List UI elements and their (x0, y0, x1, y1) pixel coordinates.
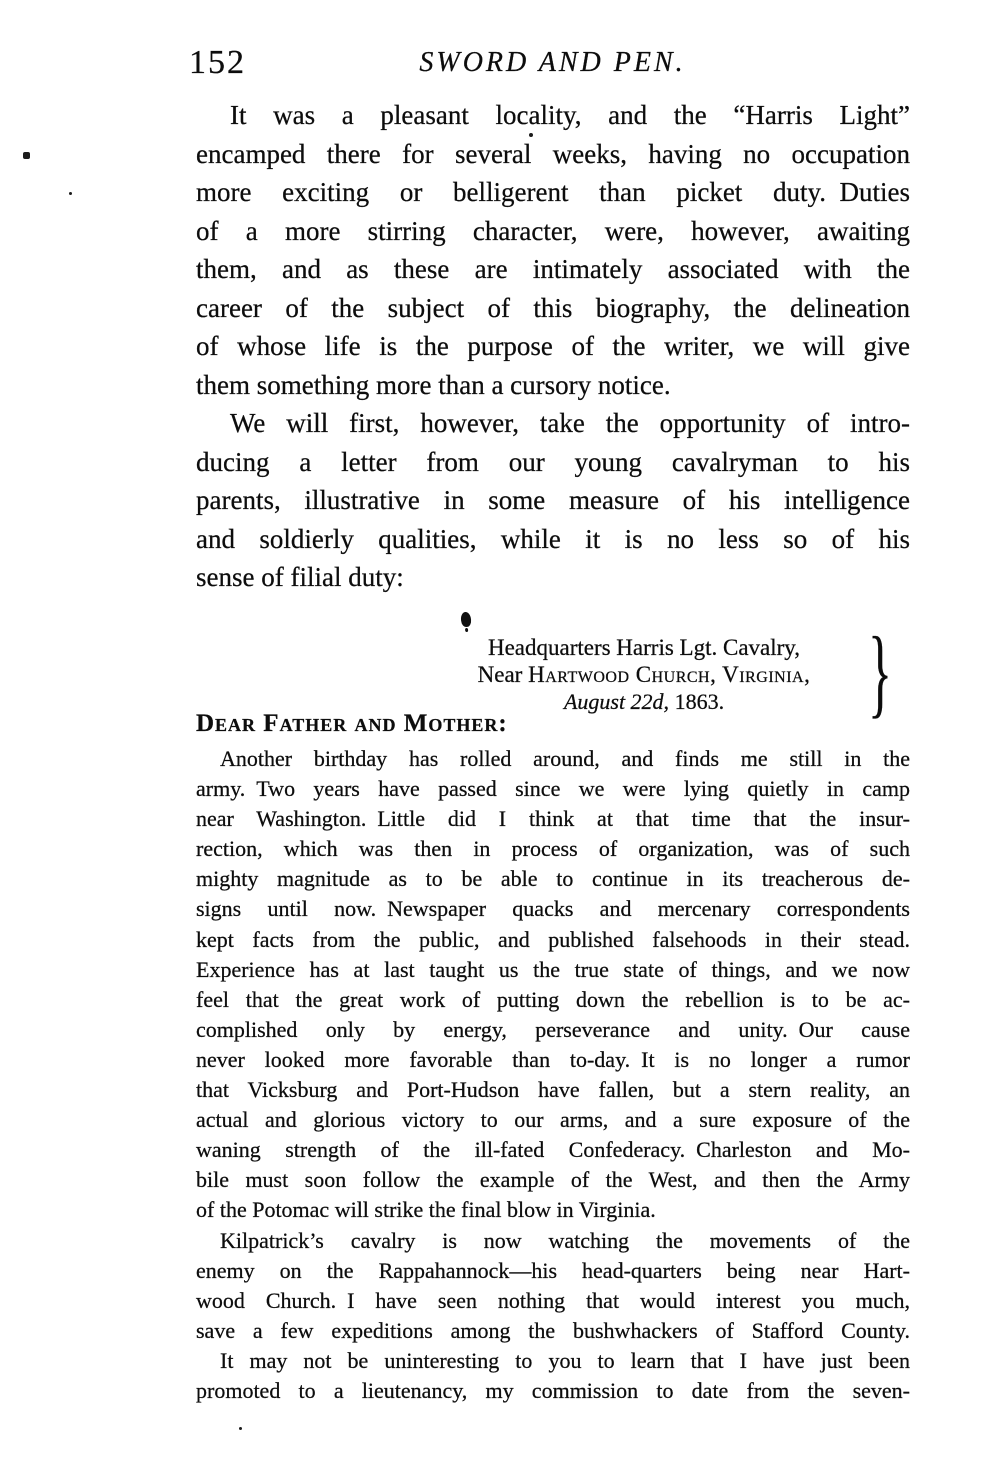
dateline-brace: } (868, 616, 892, 727)
dateline-year: 1863. (669, 689, 725, 714)
text-line: Kilpatrick’s cavalry is now watching the movements of the (220, 1227, 910, 1253)
running-title: SWORD AND PEN. (419, 47, 686, 78)
text-line: never looked more favorable than to-day. It is no longer a rumor (196, 1046, 910, 1072)
letter-dateline (420, 634, 868, 715)
text-line: more exciting or belligerent than picket duty. Duties (196, 177, 910, 207)
text-line: waning strength of the ill-fated Confederacy. Charleston and Mo- (196, 1137, 910, 1163)
text-line: bile must soon follow the example of the West, and then the Army (196, 1167, 910, 1193)
text-line: promoted to a lieutenancy, my commission to date from the seven- (196, 1377, 910, 1403)
text-line: that Vicksburg and Port-Hudson have fallen, but a stern reality, an (196, 1077, 910, 1103)
text-line: of the Potomac will strike the final blow in Virginia. (196, 1197, 656, 1223)
dateline-line-2-place: Hartwood Church, Virginia, (528, 662, 811, 687)
scan-speck (529, 133, 533, 137)
scan-speck (239, 1427, 242, 1430)
text-line: It may not be uninteresting to you to learn that I have just been (220, 1347, 910, 1373)
page-header (189, 44, 910, 81)
text-line: actual and glorious victory to our arms, and a sure exposure of the (196, 1107, 910, 1133)
text-line: We will first, however, take the opportunity of intro- (230, 408, 910, 438)
page-number: 152 (189, 44, 246, 81)
paragraph (196, 744, 910, 1226)
text-line: enemy on the Rappahannock—his head-quarters being near Hart- (196, 1257, 910, 1283)
paragraph (196, 1226, 910, 1346)
text-line: wood Church. I have seen nothing that would interest you much, (196, 1287, 910, 1313)
text-line: army. Two years have passed since we were lying quietly in camp (196, 776, 910, 802)
dateline-date-italic: August 22d, (563, 689, 670, 714)
scan-speck (23, 152, 30, 159)
text-line: parents, illustrative in some measure of his intelligence (196, 485, 910, 515)
text-line: save a few expeditions among the bushwhackers of Stafford County. (196, 1317, 910, 1343)
text-line: them, and as these are intimately associated with the (196, 254, 910, 284)
text-line: ducing a letter from our young cavalryman to his (196, 446, 910, 477)
text-line: rection, which was then in process of organization, was of such (196, 836, 910, 862)
letter-body (196, 744, 910, 1406)
text-line: them something more than a cursory notice. (196, 369, 671, 400)
paragraph (196, 1346, 910, 1406)
text-line: Experience has at last taught us the true state of things, and we now (196, 956, 910, 982)
dateline-line-1: Headquarters Harris Lgt. Cavalry, (487, 635, 801, 660)
text-line: of whose life is the purpose of the writer, we will give (196, 331, 910, 361)
text-line: signs until now. Newspaper quacks and mercenary correspondents (196, 896, 910, 922)
text-line: career of the subject of this biography, the delineation (196, 292, 910, 323)
text-line: sense of filial duty: (196, 562, 404, 592)
intro-text (196, 96, 910, 597)
text-line: It was a pleasant locality, and the “Harris Light” (230, 100, 910, 130)
paragraph (196, 404, 910, 597)
letter-salutation: Dear Father and Mother: (196, 710, 508, 737)
dateline-line-2 (420, 661, 868, 688)
paragraph (196, 96, 910, 404)
ink-blot (460, 612, 472, 628)
text-line: near Washington. Little did I think at that time that the insur- (196, 806, 910, 832)
text-line: kept facts from the public, and published falsehoods in their stead. (196, 926, 910, 952)
text-line: Another birthday has rolled around, and finds me still in the (220, 746, 910, 771)
dateline-line-2-prefix: Near (477, 662, 529, 687)
text-line: and soldierly qualities, while it is no less so of his (196, 523, 910, 554)
text-line: encamped there for several weeks, having no occupation (196, 138, 910, 169)
text-line: of a more stirring character, were, however, awaiting (196, 215, 910, 246)
text-line: feel that the great work of putting down the rebellion is to be ac- (196, 986, 910, 1012)
text-line: mighty magnitude as to be able to continue in its treacherous de- (196, 866, 910, 892)
text-line: complished only by energy, perseverance and unity. Our cause (196, 1016, 910, 1042)
scan-speck (69, 192, 72, 195)
